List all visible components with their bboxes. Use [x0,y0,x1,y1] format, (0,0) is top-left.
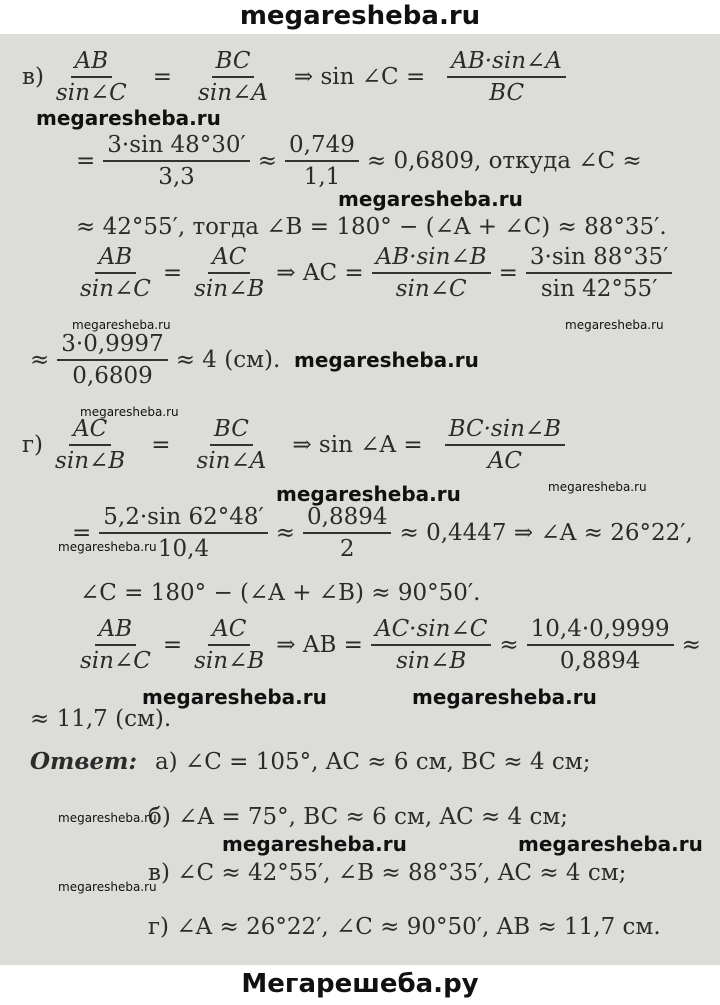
equals-sign: = [162,632,183,658]
approx-sign: ≈ [257,148,278,174]
g-line-1 [22,416,573,474]
v-line-3-text: ≈ 42°55′, тогда ∠B = 180° − (∠A + ∠C) ≈ 88°35′. [76,214,667,240]
watermark: megaresheba.ru [58,811,157,825]
implication: ⇒ AB = [276,632,363,658]
v-result: ≈ 4 (см). [175,347,281,373]
answer-b: б) ∠A = 75°, BC ≈ 6 см, AC ≈ 4 см; [148,804,569,830]
watermark: megaresheba.ru [338,187,523,211]
fraction: $\frac{AC}{\sin\angle B}$ [194,244,265,302]
fraction: $\frac{3\cdot\sin 48^\circ 30'}{3,3}$ [103,132,249,190]
footer-site-name: Мегарешеба.ру [241,969,479,999]
watermark: megaresheba.ru [294,348,479,372]
v-line-2 [76,132,642,190]
scanned-page [0,34,720,965]
v-line-1 [22,48,574,106]
approx-sign: ≈ [681,632,701,658]
answer-a: а) ∠C = 105°, AC ≈ 6 см, BC ≈ 4 см; [154,748,591,775]
fraction: $\frac{AB}{\sin\angle C}$ [80,616,151,674]
equals-sign: = [162,260,183,286]
v-line-3 [76,214,667,240]
watermark: megaresheba.ru [518,832,703,856]
answer-label: Ответ: [30,748,137,775]
watermark: megaresheba.ru [548,480,647,494]
watermark: megaresheba.ru [222,832,407,856]
watermark: megaresheba.ru [565,318,664,332]
fraction: $\frac{BC}{\sin\angle A}$ [198,48,268,106]
watermark: megaresheba.ru [72,318,171,332]
g-line-4 [68,616,701,674]
g-result: ≈ 11,7 (см). [30,706,172,732]
watermark: megaresheba.ru [412,685,597,709]
fraction: $\frac{3\cdot 0,9997}{0,6809}$ [57,331,167,389]
g-line-5 [30,706,171,732]
implication: ⇒ AC = [276,260,364,286]
fraction: $\frac{0,749}{1,1}$ [285,132,359,190]
v-label: в) [22,64,44,90]
fraction: $\frac{AC\cdot\sin\angle C}{\sin\angle B}$ [371,616,491,674]
fraction: $\frac{0,8894}{2}$ [303,504,391,562]
fraction: $\frac{AB\cdot\sin\angle B}{\sin\angle C}$ [372,244,491,302]
v-line-2-tail: ≈ 0,6809, откуда ∠C ≈ [366,148,642,174]
fraction: $\frac{AB\cdot\sin\angle A}{BC}$ [447,48,566,106]
answer-line-b [148,804,568,830]
g-line-2 [72,504,693,562]
watermark: megaresheba.ru [36,106,221,130]
site-header [0,0,720,34]
approx-sign: ≈ [275,520,295,546]
fraction: $\frac{AB}{\sin\angle C}$ [55,48,127,106]
equals-sign: = [498,260,518,286]
site-footer [0,965,720,1005]
v-line-4 [68,244,680,302]
fraction: $\frac{3\cdot\sin 88^\circ 35'}{\sin 42^\circ 55'}$ [526,244,672,302]
fraction: $\frac{BC}{\sin\angle A}$ [196,416,267,474]
fraction: $\frac{5,2\cdot\sin 62^\circ 48'}{10,4}$ [99,504,267,562]
g-line-3-text: ∠C = 180° − (∠A + ∠B) ≈ 90°50′. [80,580,481,606]
answer-line-a [30,748,590,775]
watermark: megaresheba.ru [142,685,327,709]
fraction: $\frac{10,4\cdot 0,9999}{0,8894}$ [527,616,674,674]
equals-sign: = [72,520,92,546]
fraction: $\frac{AC}{\sin\angle B}$ [55,416,126,474]
equals-sign: = [151,432,171,458]
g-label: г) [22,432,44,458]
v-line-5 [30,331,280,389]
equals-sign: = [152,64,173,90]
fraction: $\frac{BC\cdot\sin\angle B}{AC}$ [445,416,565,474]
header-site-name: megaresheba.ru [239,1,481,31]
answer-line-v [148,860,626,886]
implication: ⇒ sin ∠C = [293,64,426,90]
answer-line-g [148,914,661,940]
watermark: megaresheba.ru [80,405,179,419]
watermark: megaresheba.ru [58,540,157,554]
g-line-3 [80,580,480,606]
equals-sign: = [76,148,96,174]
watermark: megaresheba.ru [58,880,157,894]
watermark: megaresheba.ru [276,482,461,506]
approx-sign: ≈ [499,632,519,658]
fraction: $\frac{AB}{\sin\angle C}$ [80,244,151,302]
answer-v: в) ∠C ≈ 42°55′, ∠B ≈ 88°35′, AC ≈ 4 см; [148,860,627,886]
answer-g: г) ∠A ≈ 26°22′, ∠C ≈ 90°50′, AB ≈ 11,7 см. [148,914,661,940]
fraction: $\frac{AC}{\sin\angle B}$ [194,616,265,674]
g-line-2-tail: ≈ 0,4447 ⇒ ∠A ≈ 26°22′, [399,520,693,546]
approx-sign: ≈ [30,347,50,373]
implication: ⇒ sin ∠A = [292,432,423,458]
